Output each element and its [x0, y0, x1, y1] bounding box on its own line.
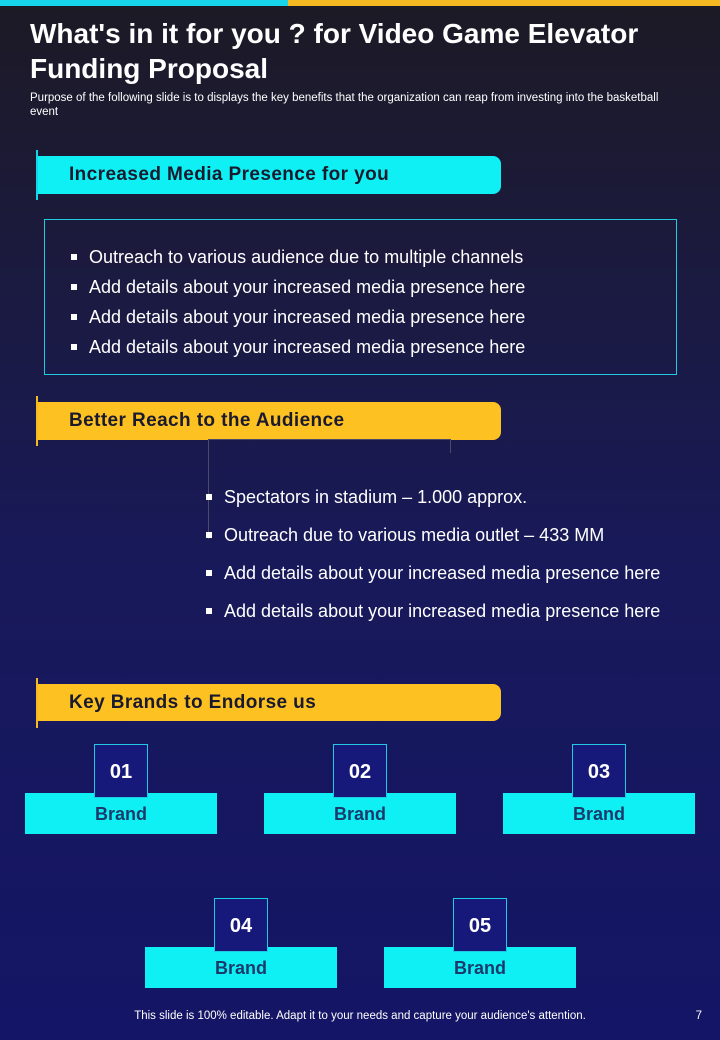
- section-heading-label: Better Reach to the Audience: [69, 410, 345, 431]
- top-accent-bar: [0, 0, 720, 6]
- list-item: Add details about your increased media presence here: [71, 302, 525, 332]
- section-heading-label: Increased Media Presence for you: [69, 164, 390, 185]
- heading-accent-tick: [36, 396, 38, 446]
- list-item: Add details about your increased media presence here: [71, 332, 525, 362]
- list-item: Add details about your increased media presence here: [206, 592, 660, 630]
- section-heading-media-presence: [38, 156, 501, 194]
- brand-label: Brand: [25, 793, 217, 834]
- top-accent-gold: [288, 0, 720, 6]
- section-heading-audience-reach: [38, 402, 501, 440]
- media-presence-box: [44, 219, 677, 375]
- media-presence-list: [71, 242, 525, 362]
- list-item: Add details about your increased media presence here: [71, 272, 525, 302]
- brand-number: 01: [94, 744, 148, 798]
- brand-number: 03: [572, 744, 626, 798]
- page-title: What's in it for you ? for Video Game Elevator Funding Proposal: [30, 18, 639, 84]
- brand-label: Brand: [503, 793, 695, 834]
- page-subtitle: Purpose of the following slide is to displays the key benefits that the organization can reap from investing into the basketball event: [30, 92, 659, 118]
- section-heading-key-brands: [38, 684, 501, 721]
- brand-card-05: [384, 898, 576, 994]
- brand-number: 05: [453, 898, 507, 952]
- brand-number: 02: [333, 744, 387, 798]
- list-item: Outreach to various audience due to multiple channels: [71, 242, 525, 272]
- top-accent-cyan: [0, 0, 288, 6]
- brand-label: Brand: [264, 793, 456, 834]
- page-number: 7: [695, 1010, 702, 1022]
- list-item: Add details about your increased media presence here: [206, 554, 660, 592]
- list-item: Outreach due to various media outlet – 433 MM: [206, 516, 660, 554]
- heading-accent-tick: [36, 150, 38, 200]
- footer-note: This slide is 100% editable. Adapt it to your needs and capture your audience's attention.: [134, 1010, 586, 1022]
- brand-label: Brand: [145, 947, 337, 988]
- list-item: Spectators in stadium – 1.000 approx.: [206, 478, 660, 516]
- brand-card-03: [503, 744, 695, 840]
- brand-card-04: [145, 898, 337, 994]
- brand-card-02: [264, 744, 456, 840]
- brand-card-01: [25, 744, 217, 840]
- audience-reach-list: [206, 478, 660, 630]
- brand-label: Brand: [384, 947, 576, 988]
- section-heading-label: Key Brands to Endorse us: [69, 692, 317, 713]
- heading-accent-tick: [36, 678, 38, 728]
- brand-number: 04: [214, 898, 268, 952]
